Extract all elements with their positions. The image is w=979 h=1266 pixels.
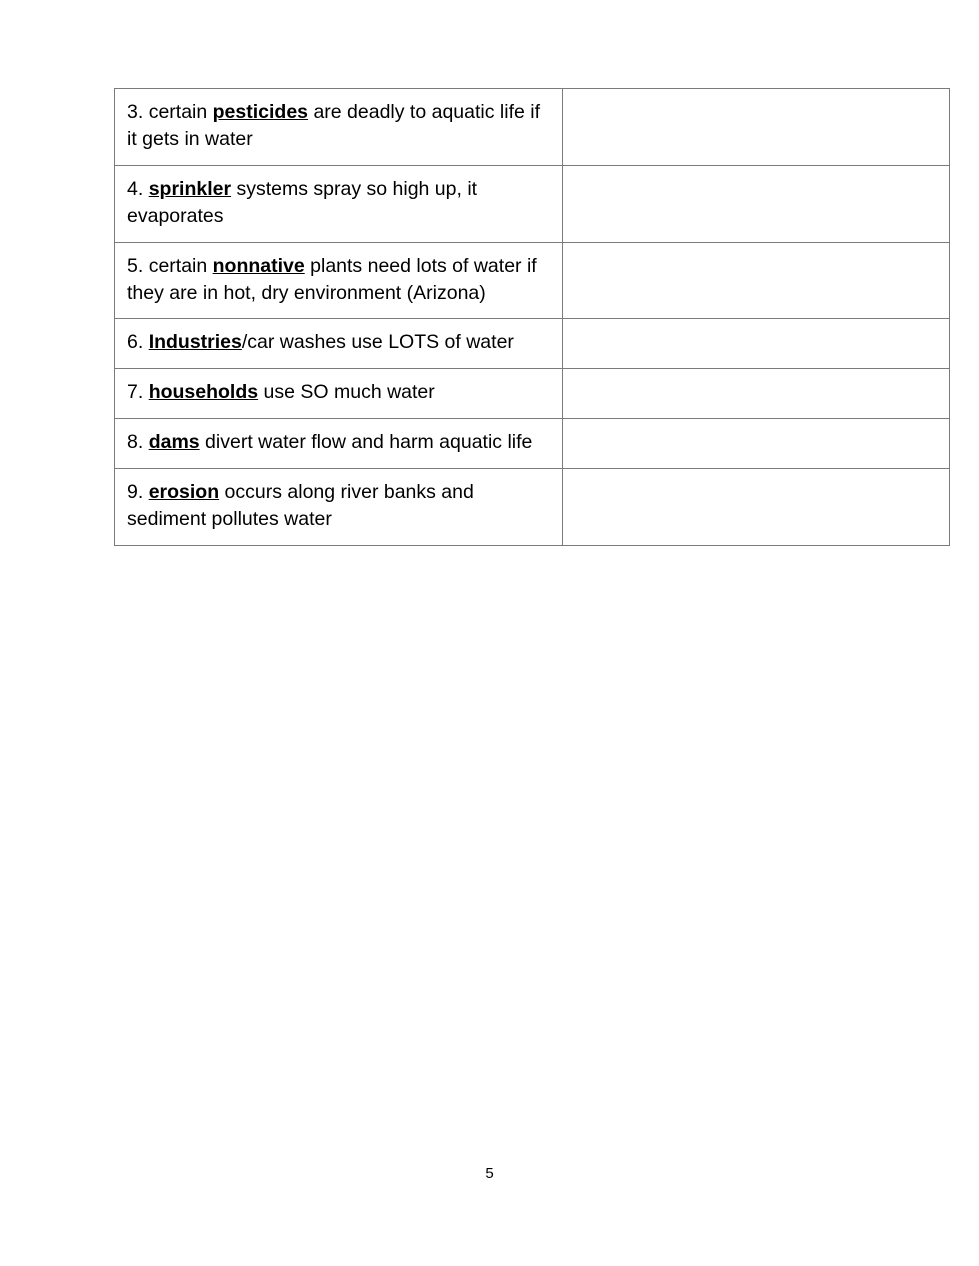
statement-term: erosion [148, 481, 220, 504]
answer-cell[interactable] [563, 419, 950, 469]
statement-post: use SO much water [258, 381, 435, 404]
table-row [115, 419, 950, 469]
statement-cell [115, 165, 563, 242]
item-number: 3. [127, 101, 144, 123]
table-row [115, 89, 950, 166]
statement-post: divert water flow and harm aquatic life [199, 431, 533, 454]
statement-term: households [148, 381, 259, 404]
item-number: 5. [127, 254, 144, 277]
table-row [115, 369, 950, 419]
answer-cell[interactable] [563, 242, 950, 319]
answer-cell[interactable] [563, 89, 950, 166]
statement-text [127, 379, 550, 406]
statement-text [127, 176, 550, 230]
table-body [115, 89, 950, 546]
table-row [115, 469, 950, 546]
statement-post: are deadly to aquatic life if it gets in water [127, 101, 546, 150]
statement-cell [115, 419, 563, 469]
statements-table [114, 88, 950, 546]
table-row [115, 319, 950, 369]
statement-post: occurs along river banks and sediment pollutes water [127, 481, 480, 531]
statement-term: dams [148, 431, 200, 454]
statement-text [127, 429, 550, 456]
statement-post: systems spray so high up, it evaporates [127, 177, 483, 227]
statement-text [127, 329, 550, 356]
answer-cell[interactable] [563, 165, 950, 242]
statement-term: sprinkler [148, 177, 232, 200]
statement-text [127, 99, 550, 153]
statement-post: /car washes use LOTS of water [241, 331, 514, 354]
statement-pre: certain [148, 254, 213, 277]
item-number: 4. [127, 177, 144, 200]
statement-term: nonnative [212, 254, 305, 277]
table-row [115, 165, 950, 242]
answer-cell[interactable] [563, 319, 950, 369]
statement-term: Industries [148, 331, 242, 354]
statement-pre: certain [148, 101, 213, 123]
statement-cell [115, 469, 563, 546]
item-number: 9. [127, 481, 144, 504]
page-number: 5 [485, 1165, 494, 1182]
statement-text [127, 479, 550, 533]
item-number: 7. [127, 381, 144, 404]
statement-term: pesticides [212, 101, 309, 123]
item-number: 6. [127, 331, 144, 354]
statement-cell [115, 369, 563, 419]
statement-cell [115, 89, 563, 166]
table-row [115, 242, 950, 319]
item-number: 8. [127, 431, 144, 454]
statement-post: plants need lots of water if they are in hot, dry environment (Arizona) [127, 254, 543, 304]
statement-text [127, 253, 550, 307]
statement-cell [115, 319, 563, 369]
answer-cell[interactable] [563, 469, 950, 546]
answer-cell[interactable] [563, 369, 950, 419]
statement-cell [115, 242, 563, 319]
